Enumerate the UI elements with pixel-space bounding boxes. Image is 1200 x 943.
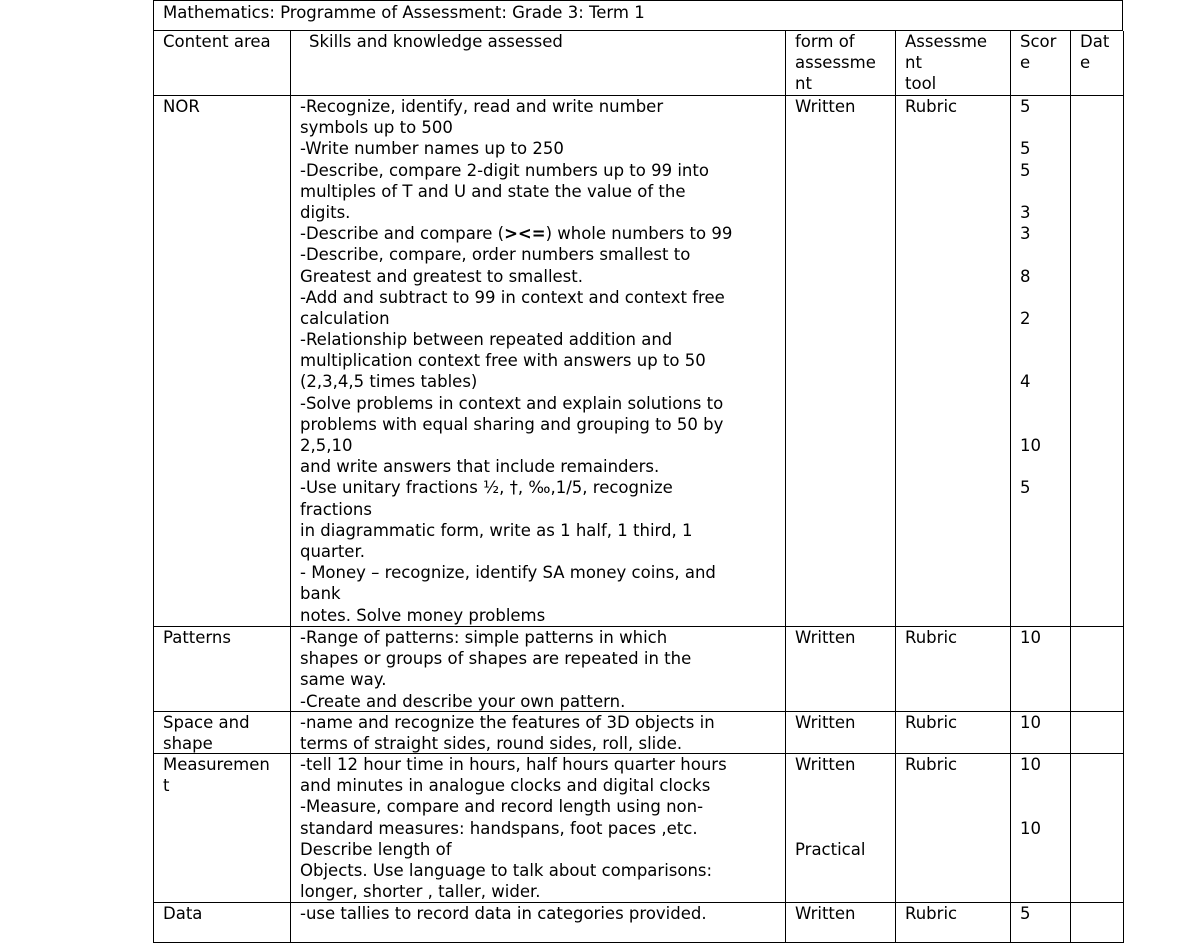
row0-skills-line: symbols up to 500 xyxy=(300,118,453,138)
row3-skills-line: longer, shorter , taller, wider. xyxy=(300,882,541,902)
row3-area-line: t xyxy=(163,776,170,796)
row0-skills-line: (2,3,4,5 times tables) xyxy=(300,372,478,392)
row0-score-line xyxy=(1020,117,1070,138)
table-title xyxy=(153,0,1123,31)
row4-skills-line: -use tallies to record data in categories provided. xyxy=(300,904,707,923)
row2-skills-cell xyxy=(290,712,785,754)
row2-area-line: Space and xyxy=(163,713,250,732)
row3-skills-line: -tell 12 hour time in hours, half hours quarter hours xyxy=(300,755,727,774)
row3-skills-line: Describe length of xyxy=(300,839,452,859)
row1-area-line: Patterns xyxy=(163,628,231,647)
row1-tool-line: Rubric xyxy=(905,628,958,647)
row3-tool-cell xyxy=(895,754,1010,903)
row0-score-line xyxy=(1020,329,1070,350)
row4-area-line: Data xyxy=(163,904,203,923)
row0-skills-line: -Relationship between repeated addition and xyxy=(300,330,673,350)
row0-score-line xyxy=(1020,181,1070,202)
row0-skills-line: -Write number names up to 250 xyxy=(300,139,564,159)
row4-skills-cell xyxy=(290,903,785,943)
row0-tool-line: Rubric xyxy=(905,97,958,116)
header-tool-cell xyxy=(895,31,1010,96)
row3-form-line xyxy=(795,818,895,839)
row4-date-cell xyxy=(1070,903,1124,943)
row1-skills-line: shapes or groups of shapes are repeated in the xyxy=(300,649,692,669)
row0-skills-line: -Use unitary fractions ½, †, ‰,1/5, recognize xyxy=(300,478,673,498)
row0-score-line: 8 xyxy=(1020,266,1031,286)
row3-skills-line: standard measures: handspans, foot paces ,etc. xyxy=(300,818,698,838)
row0-score-line xyxy=(1020,456,1070,477)
row2-area-cell xyxy=(153,712,290,754)
row3-area-cell xyxy=(153,754,290,903)
comparison-symbols: ><= xyxy=(504,224,546,244)
header-date-cell xyxy=(1070,31,1124,96)
row0-score-line: 5 xyxy=(1020,478,1031,498)
row2-score-line: 10 xyxy=(1020,713,1041,732)
header-tool-line: Assessme xyxy=(905,32,988,51)
row0-skills-line: problems with equal sharing and grouping to 50 by xyxy=(300,414,724,434)
header-form-line: assessme xyxy=(795,53,876,73)
row1-area-cell xyxy=(153,627,290,712)
row1-skills-cell xyxy=(290,627,785,712)
row4-score-cell xyxy=(1010,903,1070,943)
row3-tool-line: Rubric xyxy=(905,755,958,774)
row1-score-line: 10 xyxy=(1020,628,1041,647)
row0-area-cell xyxy=(153,96,290,627)
row0-skills-line: -Describe, compare 2-digit numbers up to 99 into xyxy=(300,160,709,180)
row2-area-line: shape xyxy=(163,734,213,754)
row2-tool-cell xyxy=(895,712,1010,754)
row3-form-line xyxy=(795,796,895,817)
row0-score-line: 10 xyxy=(1020,436,1041,455)
row0-skills-line: bank xyxy=(300,584,341,604)
row0-score-cell xyxy=(1010,96,1070,627)
row0-skills-line: digits. xyxy=(300,202,351,222)
row3-score-line xyxy=(1020,775,1070,796)
row0-tool-cell xyxy=(895,96,1010,627)
header-tool-line: nt xyxy=(905,53,922,73)
row4-area-cell xyxy=(153,903,290,943)
row0-skills-line: -Describe, compare, order numbers smallest to xyxy=(300,245,691,265)
row1-skills-line: same way. xyxy=(300,670,387,690)
row0-skills-cell xyxy=(290,96,785,627)
row0-form-cell xyxy=(785,96,895,627)
row0-skills-line: fractions xyxy=(300,499,372,519)
header-skills-cell xyxy=(290,31,785,96)
row0-score-line: 5 xyxy=(1020,97,1031,116)
header-score-line: e xyxy=(1020,53,1031,73)
row0-score-line xyxy=(1020,244,1070,265)
row3-score-cell xyxy=(1010,754,1070,903)
row0-score-line xyxy=(1020,393,1070,414)
row3-skills-cell xyxy=(290,754,785,903)
row2-skills-line: terms of straight sides, round sides, roll, slide. xyxy=(300,734,683,754)
row3-form-line: Practical xyxy=(795,839,866,859)
row3-date-cell xyxy=(1070,754,1124,903)
assessment-table xyxy=(153,0,1125,927)
header-date-line: Dat xyxy=(1080,32,1110,51)
row1-score-cell xyxy=(1010,627,1070,712)
row4-tool-line: Rubric xyxy=(905,904,958,923)
header-form-line: nt xyxy=(795,74,812,94)
row0-skills-line: -Add and subtract to 99 in context and context free xyxy=(300,287,725,307)
row0-skills-line: multiplication context free with answers up to 50 xyxy=(300,351,706,371)
row3-score-line xyxy=(1020,796,1070,817)
row0-date-cell xyxy=(1070,96,1124,627)
row1-form-line: Written xyxy=(795,628,856,647)
row0-skills-line: in diagrammatic form, write as 1 half, 1 third, 1 xyxy=(300,520,693,540)
header-tool-line: tool xyxy=(905,74,937,94)
row2-tool-line: Rubric xyxy=(905,713,958,732)
row3-area-line: Measuremen xyxy=(163,755,270,774)
row4-form-line: Written xyxy=(795,904,856,923)
row3-form-line: Written xyxy=(795,755,856,774)
row0-skills-line: multiples of T and U and state the value of the xyxy=(300,181,686,201)
row1-tool-cell xyxy=(895,627,1010,712)
row0-score-line: 4 xyxy=(1020,372,1031,392)
row1-skills-line: -Range of patterns: simple patterns in which xyxy=(300,628,668,647)
table-title-text: Mathematics: Programme of Assessment: Grade 3: Term 1 xyxy=(163,3,645,22)
row3-skills-line: and minutes in analogue clocks and digital clocks xyxy=(300,776,711,796)
header-area-cell xyxy=(153,31,290,96)
row3-form-line xyxy=(795,775,895,796)
header-area-line: Content area xyxy=(163,32,271,51)
row0-skills-line: -Solve problems in context and explain solutions to xyxy=(300,393,724,413)
row0-skills-line: -Recognize, identify, read and write number xyxy=(300,97,664,116)
row3-form-cell xyxy=(785,754,895,903)
row0-skills-line: - Money – recognize, identify SA money coins, and xyxy=(300,563,716,583)
row1-date-cell xyxy=(1070,627,1124,712)
row0-score-line: 2 xyxy=(1020,308,1031,328)
row2-date-cell xyxy=(1070,712,1124,754)
row0-area-line: NOR xyxy=(163,97,200,116)
row4-score-line: 5 xyxy=(1020,904,1031,923)
row0-score-line: 3 xyxy=(1020,202,1031,222)
row1-form-cell xyxy=(785,627,895,712)
row0-skills-line: notes. Solve money problems xyxy=(300,605,546,625)
row0-score-line xyxy=(1020,287,1070,308)
row0-form-line: Written xyxy=(795,97,856,116)
row0-score-line: 3 xyxy=(1020,224,1031,244)
row0-skills-line: calculation xyxy=(300,308,390,328)
row3-score-line: 10 xyxy=(1020,818,1041,838)
row4-form-cell xyxy=(785,903,895,943)
row0-score-line xyxy=(1020,350,1070,371)
row2-score-cell xyxy=(1010,712,1070,754)
row0-score-line xyxy=(1020,414,1070,435)
header-skills-line: Skills and knowledge assessed xyxy=(309,32,563,51)
header-form-cell xyxy=(785,31,895,96)
row2-skills-line: -name and recognize the features of 3D objects in xyxy=(300,713,715,732)
row2-form-line: Written xyxy=(795,713,856,732)
row0-skills-line: -Describe and compare (><=) whole numbers to 99 xyxy=(300,224,733,244)
row2-form-cell xyxy=(785,712,895,754)
row4-tool-cell xyxy=(895,903,1010,943)
row0-skills-line: and write answers that include remainders. xyxy=(300,457,660,477)
header-score-line: Scor xyxy=(1020,32,1057,51)
row3-score-line: 10 xyxy=(1020,755,1041,774)
row3-skills-line: -Measure, compare and record length using non- xyxy=(300,797,704,817)
row0-skills-line: 2,5,10 xyxy=(300,436,353,455)
row0-score-line: 5 xyxy=(1020,160,1031,180)
row0-skills-line: Greatest and greatest to smallest. xyxy=(300,266,583,286)
row3-skills-line: Objects. Use language to talk about comparisons: xyxy=(300,860,713,880)
row1-skills-line: -Create and describe your own pattern. xyxy=(300,691,626,711)
header-form-line: form of xyxy=(795,32,855,51)
row0-score-line: 5 xyxy=(1020,139,1031,159)
header-score-cell xyxy=(1010,31,1070,96)
row0-skills-line: quarter. xyxy=(300,541,365,561)
header-date-line: e xyxy=(1080,53,1091,73)
